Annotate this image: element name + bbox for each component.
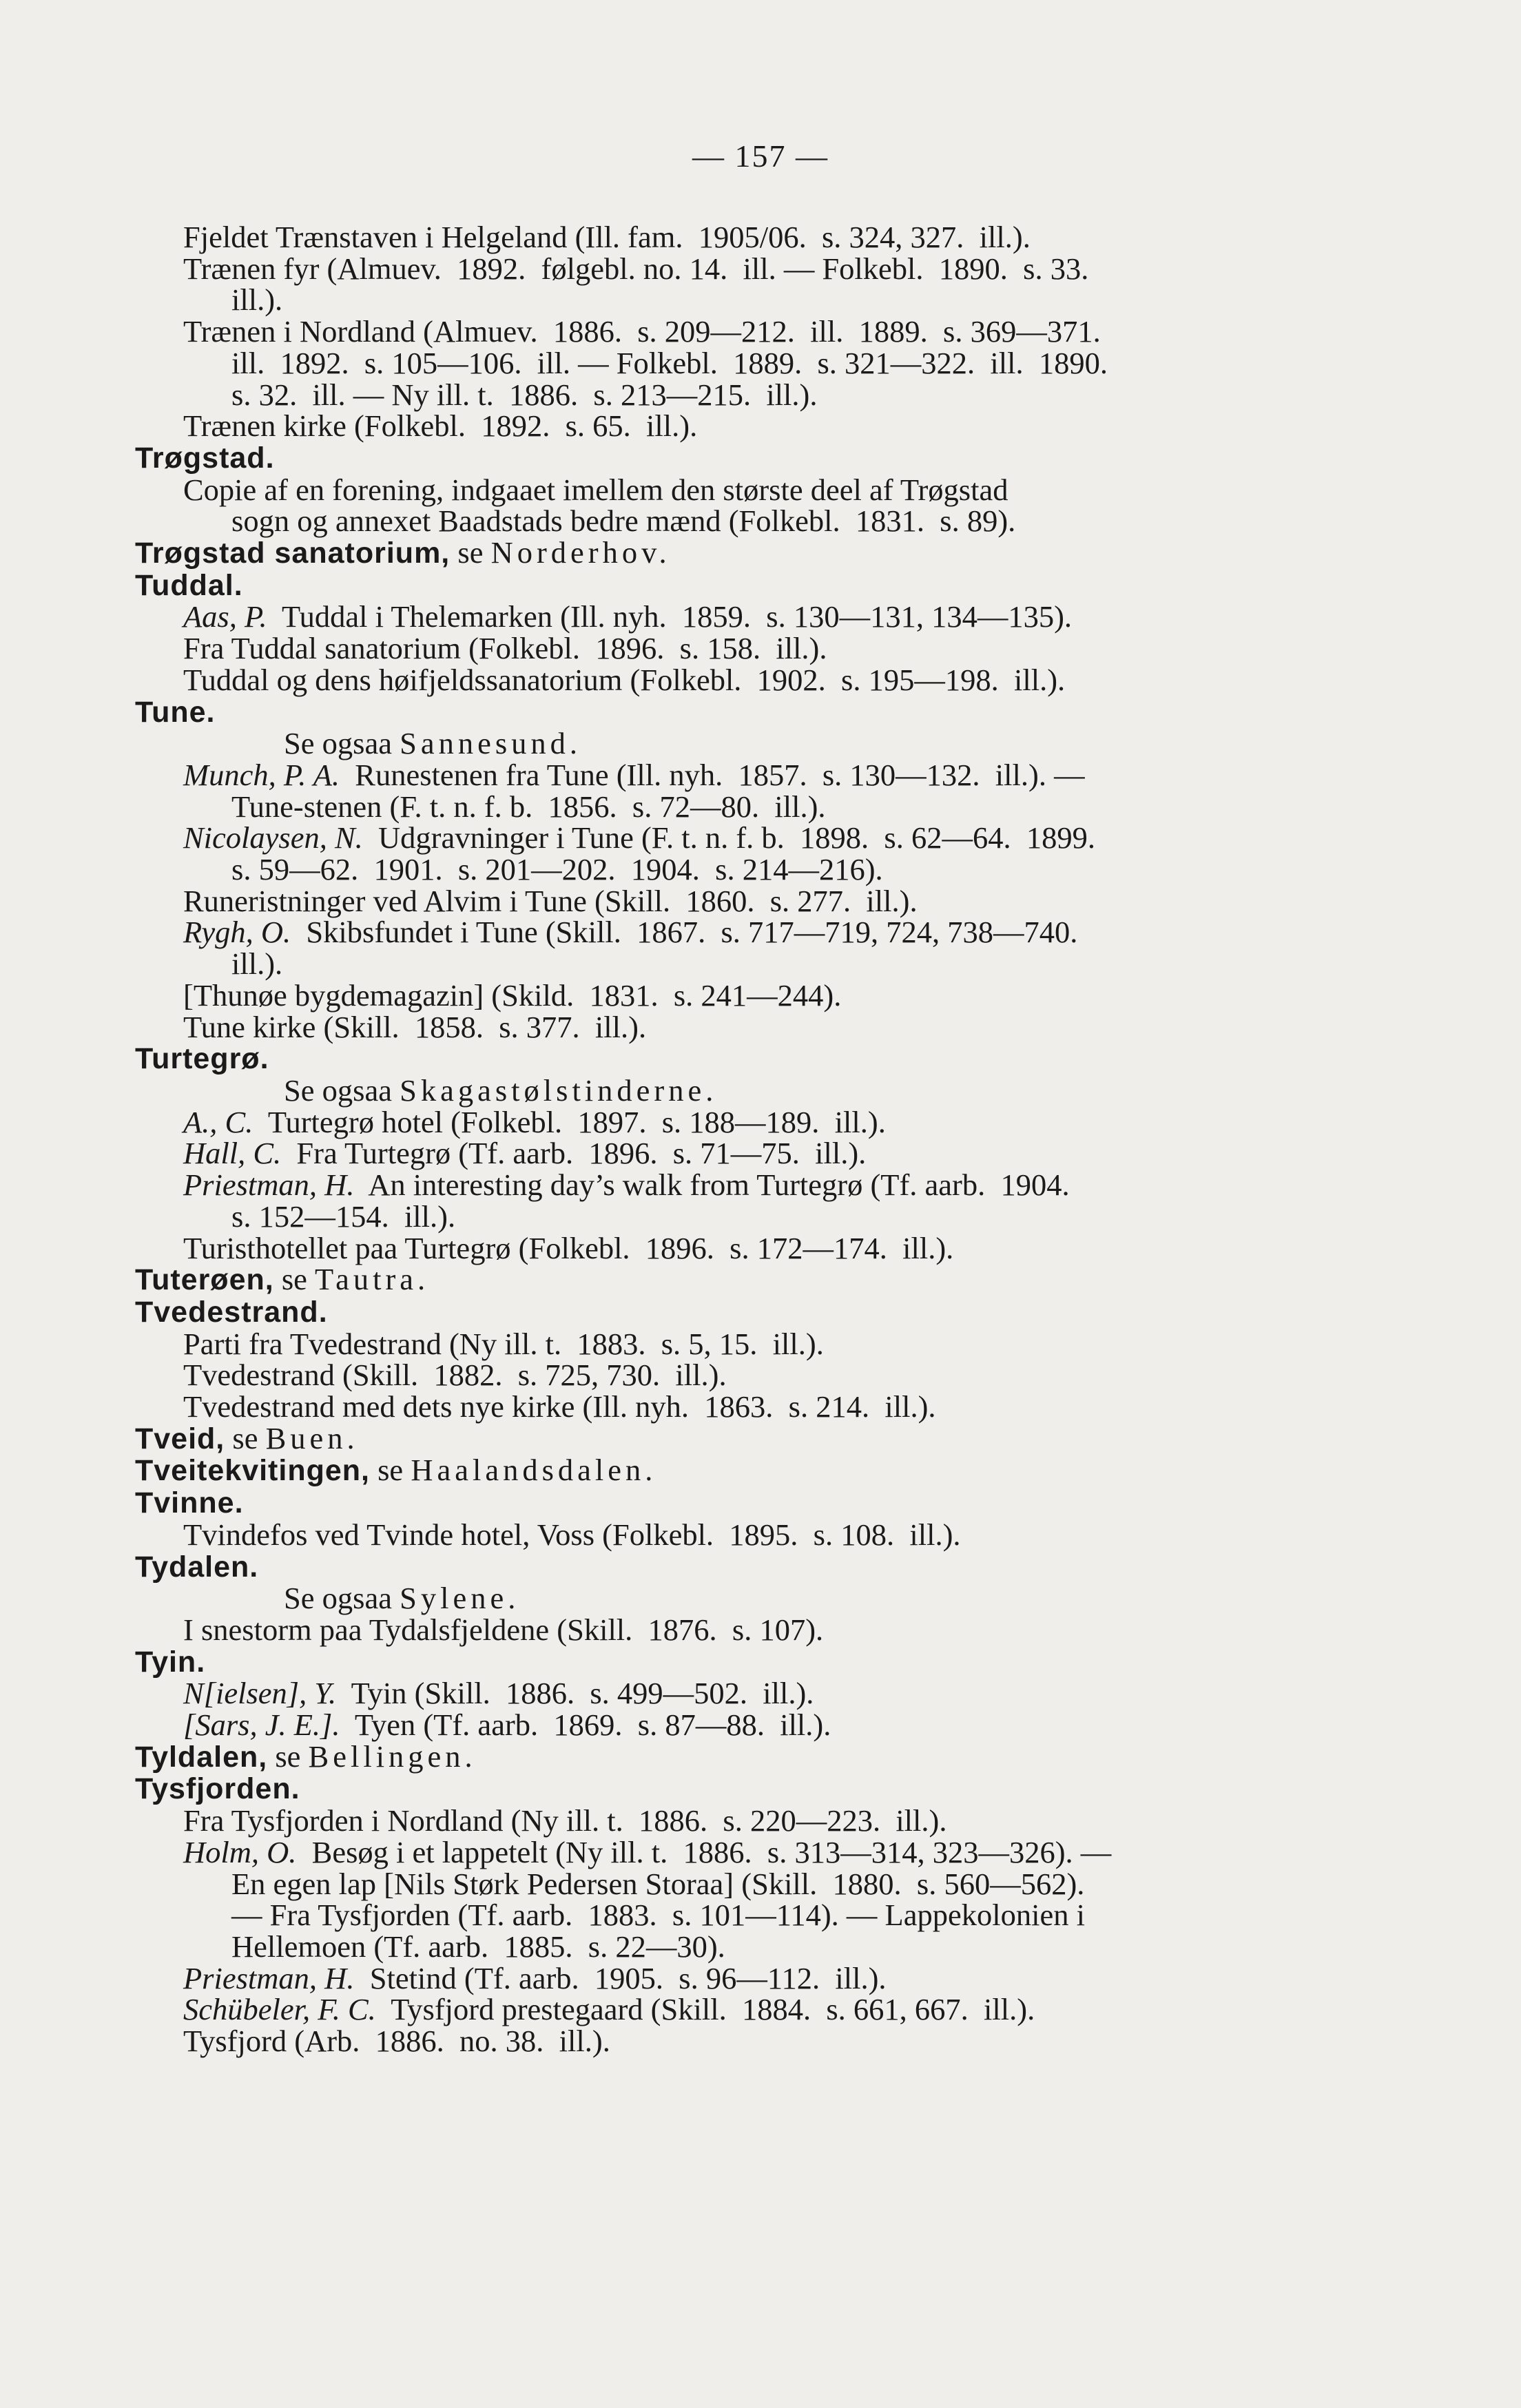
heading-tyin: Tyin.: [135, 1645, 206, 1679]
entry-line: Hall, C. Fra Turtegrø (Tf. aarb. 1896. s. 71—75. ill.).: [183, 1136, 867, 1171]
heading-tveid: Tveid, se Buen.: [135, 1420, 359, 1455]
entry-line: ill.).: [231, 946, 283, 982]
entry-line: En egen lap [Nils Størk Pedersen Storaa] (Skill. 1880. s. 560—562).: [231, 1866, 1085, 1901]
see-also-line: Se ogsaa Skagastølstinderne.: [284, 1072, 718, 1108]
entry-line: Rygh, O. Skibsfundet i Tune (Skill. 1867. s. 717—719, 724, 738—740.: [183, 915, 1078, 950]
entry-line: N[ielsen], Y. Tyin (Skill. 1886. s. 499—502. ill.).: [183, 1676, 814, 1711]
heading-tydalen: Tydalen.: [135, 1550, 259, 1584]
entry-line: Trænen i Nordland (Almuev. 1886. s. 209—212. ill. 1889. s. 369—371.: [183, 314, 1101, 349]
heading-tysfjorden: Tysfjorden.: [135, 1772, 300, 1806]
entry-line: Nicolaysen, N. Udgravninger i Tune (F. t. n. f. b. 1898. s. 62—64. 1899.: [183, 820, 1095, 855]
author: [Sars, J. E.].: [183, 1708, 340, 1743]
entry-line: ill.).: [231, 282, 283, 318]
heading-tvinne: Tvinne.: [135, 1486, 244, 1520]
author: Rygh, O.: [183, 915, 291, 950]
author: N[ielsen], Y.: [183, 1676, 337, 1711]
entry-line: s. 32. ill. — Ny ill. t. 1886. s. 213—215. ill.).: [231, 377, 818, 412]
entry-line: sogn og annexet Baadstads bedre mænd (Folkebl. 1831. s. 89).: [231, 504, 1016, 539]
entry-line: [Sars, J. E.]. Tyen (Tf. aarb. 1869. s. 87—88. ill.).: [183, 1708, 831, 1743]
author: Nicolaysen, N.: [183, 820, 363, 855]
heading-trogstad: Trøgstad.: [135, 441, 275, 475]
entry-line: Turisthotellet paa Turtegrø (Folkebl. 1896. s. 172—174. ill.).: [183, 1230, 954, 1265]
entry-line: Copie af en forening, indgaaet imellem den største deel af Trøgstad: [183, 472, 1008, 507]
heading-tuteroen: Tuterøen, se Tautra.: [135, 1262, 430, 1297]
entry-line: Tysfjord (Arb. 1886. no. 38. ill.).: [183, 2024, 610, 2059]
entry-line: Tune kirke (Skill. 1858. s. 377. ill.).: [183, 1009, 647, 1044]
cross-reference: Sylene.: [400, 1581, 520, 1616]
cross-reference: Norderhov.: [490, 535, 671, 570]
entry-line: ill. 1892. s. 105—106. ill. — Folkebl. 1889. s. 321—322. ill. 1890.: [231, 345, 1108, 380]
entry-line: s. 59—62. 1901. s. 201—202. 1904. s. 214—216).: [231, 852, 883, 887]
cross-reference: Buen.: [265, 1420, 359, 1455]
author: Hall, C.: [183, 1136, 282, 1171]
heading-tuddal: Tuddal.: [135, 568, 243, 602]
heading-tune: Tune.: [135, 695, 216, 729]
cross-reference: Tautra.: [315, 1262, 430, 1297]
entry-line: Priestman, H. Stetind (Tf. aarb. 1905. s. 96—112. ill.).: [183, 1960, 887, 1995]
entry-line: Tuddal og dens høifjeldssanatorium (Folkebl. 1902. s. 195—198. ill.).: [183, 662, 1066, 697]
see-also-line: Se ogsaa Sannesund.: [284, 726, 582, 761]
entry-line: Tune-stenen (F. t. n. f. b. 1856. s. 72—80. ill.).: [231, 789, 826, 824]
entry-line: Fra Tuddal sanatorium (Folkebl. 1896. s. 158. ill.).: [183, 631, 827, 666]
entry-line: Holm, O. Besøg i et lappetelt (Ny ill. t. 1886. s. 313—314, 323—326). —: [183, 1834, 1112, 1869]
entry-line: I snestorm paa Tydalsfjeldene (Skill. 1876. s. 107).: [183, 1612, 824, 1647]
entry-line: s. 152—154. ill.).: [231, 1198, 456, 1234]
entry-line: Parti fra Tvedestrand (Ny ill. t. 1883. s. 5, 15. ill.).: [183, 1326, 824, 1361]
entry-line: Tvindefos ved Tvinde hotel, Voss (Folkebl. 1895. s. 108. ill.).: [183, 1517, 961, 1552]
heading-tvedestrand: Tvedestrand.: [135, 1295, 328, 1329]
entry-line: Fjeldet Trænstaven i Helgeland (Ill. fam. 1905/06. s. 324, 327. ill.).: [183, 220, 1031, 254]
cross-reference: Skagastølstinderne.: [400, 1072, 718, 1108]
see-also-line: Se ogsaa Sylene.: [284, 1581, 520, 1616]
entry-line: Munch, P. A. Runestenen fra Tune (Ill. nyh. 1857. s. 130—132. ill.). —: [183, 757, 1085, 792]
entry-line: Schübeler, F. C. Tysfjord prestegaard (Skill. 1884. s. 661, 667. ill.).: [183, 1992, 1035, 2027]
cross-reference: Sannesund.: [400, 726, 582, 761]
entry-line: Tvedestrand (Skill. 1882. s. 725, 730. ill.).: [183, 1358, 727, 1393]
entry-line: Aas, P. Tuddal i Thelemarken (Ill. nyh. 1859. s. 130—131, 134—135).: [183, 599, 1073, 634]
entry-line: Priestman, H. An interesting day’s walk from Turtegrø (Tf. aarb. 1904.: [183, 1167, 1070, 1203]
entry-line: Tvedestrand med dets nye kirke (Ill. nyh. 1863. s. 214. ill.).: [183, 1389, 936, 1424]
entry-line: Hellemoen (Tf. aarb. 1885. s. 22—30).: [231, 1929, 725, 1964]
cross-reference: Haalandsdalen.: [411, 1453, 657, 1488]
entry-line: Runeristninger ved Alvim i Tune (Skill. 1860. s. 277. ill.).: [183, 883, 918, 918]
author: Aas, P.: [183, 599, 267, 634]
author: Schübeler, F. C.: [183, 1992, 376, 2027]
entry-line: Fra Tysfjorden i Nordland (Ny ill. t. 1886. s. 220—223. ill.).: [183, 1803, 947, 1838]
author: Priestman, H.: [183, 1960, 355, 1995]
entry-line: — Fra Tysfjorden (Tf. aarb. 1883. s. 101—114). — Lappekolonien i: [231, 1898, 1085, 1933]
heading-tyldalen: Tyldalen, se Bellingen.: [135, 1738, 477, 1774]
cross-reference: Bellingen.: [308, 1738, 477, 1774]
author: A., C.: [183, 1104, 254, 1139]
heading-tveitekvitingen: Tveitekvitingen, se Haalandsdalen.: [135, 1453, 657, 1488]
entry-line: A., C. Turtegrø hotel (Folkebl. 1897. s. 188—189. ill.).: [183, 1104, 886, 1139]
author: Munch, P. A.: [183, 757, 340, 792]
author: Priestman, H.: [183, 1167, 355, 1203]
entry-line: [Thunøe bygdemagazin] (Skild. 1831. s. 241—244).: [183, 977, 842, 1013]
entry-line: Trænen kirke (Folkebl. 1892. s. 65. ill.).: [183, 408, 698, 444]
author: Holm, O.: [183, 1834, 297, 1869]
index-column: [135, 220, 1320, 2059]
heading-trogstad-sanatorium: Trøgstad sanatorium, se Norderhov.: [135, 535, 671, 570]
entry-line: Trænen fyr (Almuev. 1892. følgebl. no. 14. ill. — Folkebl. 1890. s. 33.: [183, 251, 1089, 286]
heading-turtegro: Turtegrø.: [135, 1042, 269, 1076]
page-number: — 157 —: [692, 138, 829, 174]
